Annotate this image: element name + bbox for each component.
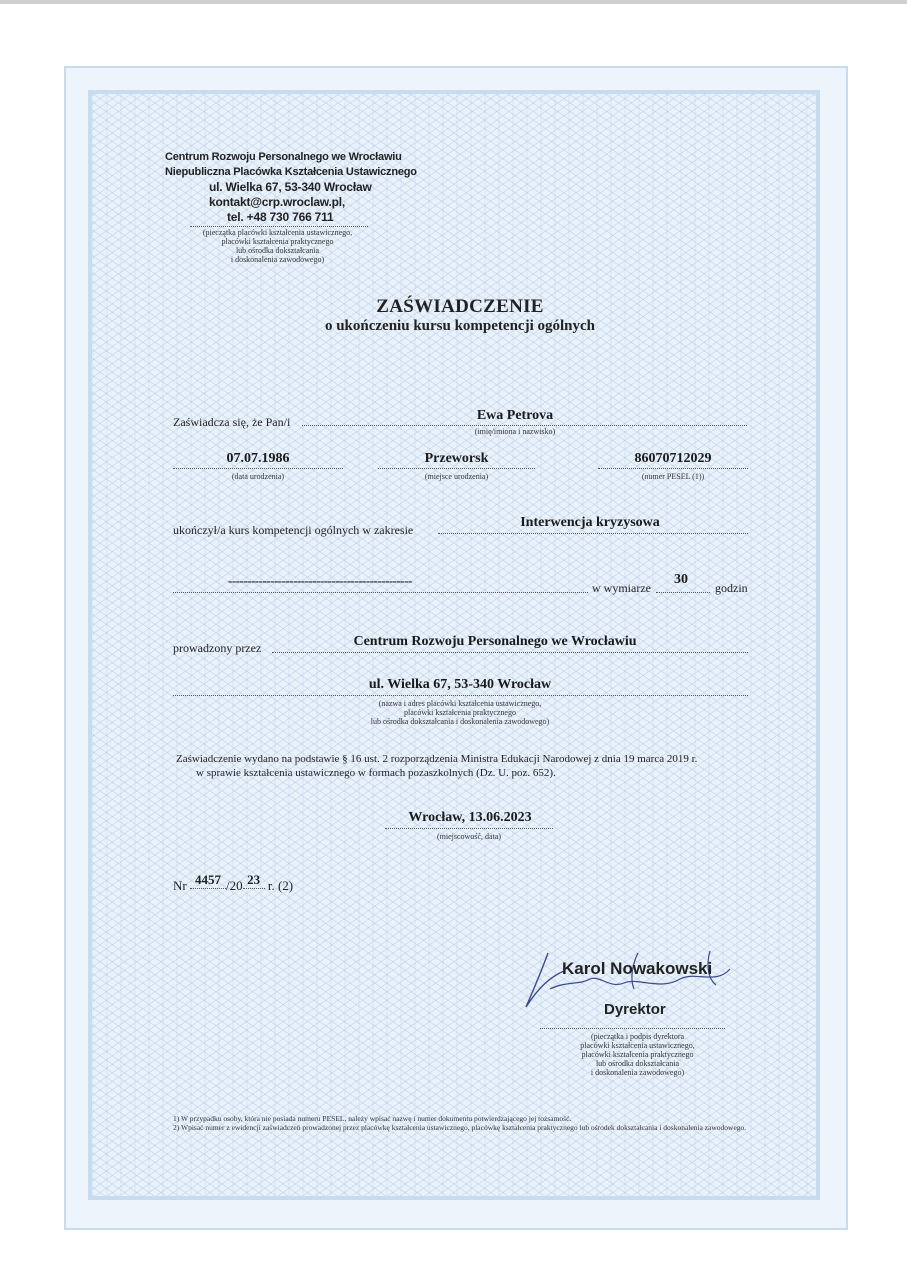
pesel-line [598,468,748,469]
number-separator: /20 [225,878,243,893]
birth-date-line [173,468,343,469]
stamp-caption-2: placówki kształcenia praktycznego [221,237,334,246]
birth-place-line [378,468,535,469]
issue-place-date: Wrocław, 13.06.2023 [408,810,532,825]
stamp-line-5: tel. +48 730 766 711 [227,210,334,224]
legal-basis-line-2: w sprawie kształcenia ustawicznego w formach pozaszkolnych (Dz. U. poz. 652). [196,767,556,779]
number-suffix: r. (2) [267,878,294,893]
stamp-line-4: kontakt@crp.wroclaw.pl, [209,195,346,209]
stamp-caption-3: lub ośrodka dokształcania [235,246,320,255]
stamp-caption-1: (pieczątka placówki kształcenia ustawicznego, [202,228,353,237]
top-edge-bar [0,0,907,4]
signature-caption-4: lub ośrodka dokształcania [595,1059,680,1068]
course-scope: Interwencja kryzysowa [520,515,660,530]
name-dotted-line [302,425,747,426]
footnote-1: 1) W przypadku osoby, która nie posiada numeru PESEL, należy wpisać nazwę i numer dokumentu potwierdzającego jej tożsamość. [173,1114,572,1123]
issue-caption: (miejscowość, data) [437,832,501,841]
person-name: Ewa Petrova [476,408,554,423]
stamp-caption-4: i doskonalenia zawodowego) [230,255,325,264]
birth-place-caption: (miejsce urodzenia) [424,472,489,481]
signature-caption-2: placówki kształcenia ustawicznego, [580,1041,695,1050]
legal-basis [176,752,756,780]
stamp-line-2: Niepubliczna Placówka Kształcenia Ustawicznego [165,166,417,178]
stamp-caption [170,228,385,264]
signature-dotted-line [540,1028,725,1029]
provider-caption-3: lub ośrodka dokształcania i doskonalenia zawodowego) [370,717,550,726]
person-intro: Zaświadcza się, że Pan/i [173,415,291,429]
course-hours: 30 [674,572,688,587]
course-intro: ukończył/a kurs kompetencji ogólnych w zakresie [173,523,414,537]
course-scope-continuation: ------------------------------------------------ [228,573,412,588]
stamp-line-3: ul. Wielka 67, 53-340 Wrocław [209,180,372,194]
provider-intro: prowadzony przez [173,641,262,655]
birth-date-caption: (data urodzenia) [231,472,285,481]
number-prefix: Nr [173,878,187,893]
issue-line [385,828,553,829]
hours-label: w wymiarze [592,581,651,595]
signature-name: Karol Nowakowski [562,959,713,978]
provider-caption-2: placówki kształcenia praktycznego [404,708,516,717]
signature-role: Dyrektor [604,1001,666,1018]
provider-name: Centrum Rozwoju Personalnego we Wrocławiu [353,634,637,649]
birth-date: 07.07.1986 [226,451,290,466]
pesel-number: 86070712029 [634,451,712,466]
certificate-number [173,872,294,895]
hours-line [656,592,710,593]
number-value: 4457 [190,872,226,889]
provider-caption [330,699,590,726]
footnote-2: 2) Wpisać numer z ewidencji zaświadczeń prowadzonej przez placówkę kształcenia ustawicznego, placówkę kształcenia praktycznego lub ośrodek dokształcania i doskonalenia zawodowego. [173,1123,747,1132]
title-block [250,296,670,335]
stamp-line-1: Centrum Rozwoju Personalnego we Wrocławiu [165,151,402,163]
document-title: ZAŚWIADCZENIE [376,296,544,317]
institution-stamp [165,150,425,225]
provider-address-line [173,695,748,696]
number-year: 23 [243,872,265,889]
signature-area [520,945,750,1025]
legal-basis-line-1: Zaświadczenie wydano na podstawie § 16 ust. 2 rozporządzenia Ministra Edukacji Narodowej z dnia 19 marca 2019 r. [176,753,698,765]
document-subtitle: o ukończeniu kursu kompetencji ogólnych [324,318,596,334]
signature-caption-1: (pieczątka i podpis dyrektora [590,1032,685,1041]
pesel-caption: (numer PESEL (1)) [641,472,705,481]
footnotes [173,1114,748,1132]
provider-name-line [272,652,748,653]
person-name-caption: (imię/imiona i nazwisko) [474,427,556,436]
course-scope-line [438,533,748,534]
provider-caption-1: (nazwa i adres placówki kształcenia ustawicznego, [378,699,542,708]
stamp-dotted-line [190,226,368,227]
hours-unit: godzin [715,581,748,595]
signature-caption-5: i doskonalenia zawodowego) [590,1068,685,1077]
course-scope-line-2 [173,592,588,593]
birth-place: Przeworsk [424,451,489,466]
signature-caption-3: placówki kształcenia praktycznego [581,1050,694,1059]
signature-caption [545,1032,730,1077]
provider-address: ul. Wielka 67, 53-340 Wrocław [368,677,552,692]
